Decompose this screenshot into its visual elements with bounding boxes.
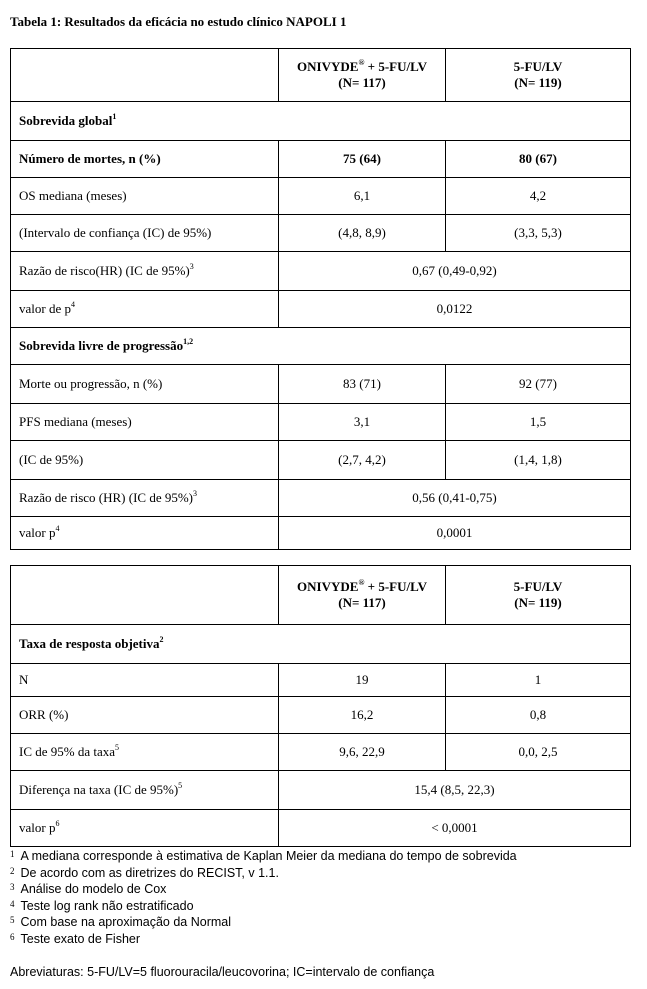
cell-arm1: 6,1 xyxy=(279,178,446,215)
table-row xyxy=(11,480,631,517)
cell-arm1: 16,2 xyxy=(279,697,446,734)
table-row xyxy=(11,810,631,847)
table-row xyxy=(11,365,631,404)
footnotes xyxy=(10,848,517,947)
section-row-os xyxy=(11,102,631,141)
cell-arm1: (2,7, 4,2) xyxy=(279,441,446,480)
header-arm1 xyxy=(279,566,446,625)
row-label: N xyxy=(11,664,279,697)
efficacy-table-response xyxy=(10,565,631,847)
table-row xyxy=(11,697,631,734)
row-label: Razão de risco (HR) (IC de 95%)$^3$ xyxy=(11,480,279,517)
cell-arm1: 83 (71) xyxy=(279,365,446,404)
row-label: valor $p^4$ xyxy=(11,517,279,550)
table-row xyxy=(11,291,631,328)
table-row xyxy=(11,141,631,178)
cell-arm2: 4,2 xyxy=(446,178,631,215)
footnote: $^2$ De acordo com as diretrizes do RECIST, v 1.1. xyxy=(10,865,279,880)
registered-mark: ® xyxy=(358,577,365,587)
arm1-suffix: + 5-FU/LV xyxy=(364,59,427,74)
row-label: IC de 95% da taxa$^5$ xyxy=(11,734,279,771)
cell-merged: 0,0122 xyxy=(279,291,631,328)
cell-arm1: 75 (64) xyxy=(279,141,446,178)
arm2-n: (N= 119) xyxy=(514,75,562,90)
cell-arm2: (3,3, 5,3) xyxy=(446,215,631,252)
table-row xyxy=(11,252,631,291)
arm1-name: ONIVYDE xyxy=(297,579,359,594)
footnote: $^6$ Teste exato de Fisher xyxy=(10,931,141,946)
header-arm2 xyxy=(446,49,631,102)
footnote: $^3$ Análise do modelo de Cox xyxy=(10,882,167,896)
cell-arm2: 1 xyxy=(446,664,631,697)
cell-arm1: 3,1 xyxy=(279,404,446,441)
table-row xyxy=(11,664,631,697)
cell-merged: 0,56 (0,41-0,75) xyxy=(279,480,631,517)
table-row xyxy=(11,441,631,480)
cell-arm1: 9,6, 22,9 xyxy=(279,734,446,771)
table-row xyxy=(11,215,631,252)
row-label: (Intervalo de confiança (IC) de 95%) xyxy=(11,215,279,252)
footnote: $^1$ A mediana corresponde à estimativa de Kaplan Meier da mediana do tempo de sobrevida xyxy=(10,849,517,863)
cell-arm1: 19 xyxy=(279,664,446,697)
section-row-orr xyxy=(11,625,631,664)
efficacy-table-survival xyxy=(10,48,631,550)
row-label: (IC de 95%) xyxy=(11,441,279,480)
row-label: Morte ou progressão, n (%) xyxy=(11,365,279,404)
table-row xyxy=(11,771,631,810)
cell-merged: 0,0001 xyxy=(279,517,631,550)
section-title-pfs: Sobrevida livre de progressão$^{1,2}$ xyxy=(11,328,631,365)
table-row xyxy=(11,734,631,771)
table-caption: Tabela 1: Resultados da eficácia no estudo clínico NAPOLI 1 xyxy=(10,14,347,29)
row-label: Número de mortes, n (%) xyxy=(11,141,279,178)
abbreviations-note: Abreviaturas: 5-FU/LV=5 fluorouracila/leucovorina; IC=intervalo de confiança xyxy=(10,965,435,979)
cell-arm2: 80 (67) xyxy=(446,141,631,178)
arm2-name: 5-FU/LV xyxy=(513,59,563,74)
footnote: $^4$ Teste log rank não estratificado xyxy=(10,898,194,913)
arm2-name: 5-FU/LV xyxy=(513,579,563,594)
row-label: ORR (%) xyxy=(11,697,279,734)
table-header-row xyxy=(11,566,631,625)
row-label: Razão de risco(HR) (IC de 95%)$^3$ xyxy=(11,252,279,291)
row-label: valor $p^6$ xyxy=(11,810,279,847)
section-title-os: Sobrevida global$^1$ xyxy=(11,102,631,141)
section-row-pfs xyxy=(11,328,631,365)
arm2-n: (N= 119) xyxy=(514,595,562,610)
cell-merged: < 0,0001 xyxy=(279,810,631,847)
cell-arm2: 0,8 xyxy=(446,697,631,734)
row-label: PFS mediana (meses) xyxy=(11,404,279,441)
row-label: OS mediana (meses) xyxy=(11,178,279,215)
row-label: valor de $p^4$ xyxy=(11,291,279,328)
table-row xyxy=(11,517,631,550)
table-row xyxy=(11,178,631,215)
registered-mark: ® xyxy=(358,57,365,67)
arm1-n: (N= 117) xyxy=(338,75,386,90)
header-empty-cell xyxy=(11,566,279,625)
arm1-n: (N= 117) xyxy=(338,595,386,610)
cell-arm2: 1,5 xyxy=(446,404,631,441)
arm1-name: ONIVYDE xyxy=(297,59,359,74)
section-title-orr: Taxa de resposta objetiva$^2$ xyxy=(11,625,631,664)
cell-arm1: (4,8, 8,9) xyxy=(279,215,446,252)
cell-arm2: 0,0, 2,5 xyxy=(446,734,631,771)
cell-arm2: (1,4, 1,8) xyxy=(446,441,631,480)
row-label: Diferença na taxa (IC de 95%)$^5$ xyxy=(11,771,279,810)
header-arm2 xyxy=(446,566,631,625)
cell-merged: 0,67 (0,49-0,92) xyxy=(279,252,631,291)
cell-arm2: 92 (77) xyxy=(446,365,631,404)
cell-merged: 15,4 (8,5, 22,3) xyxy=(279,771,631,810)
header-arm1 xyxy=(279,49,446,102)
arm1-suffix: + 5-FU/LV xyxy=(364,579,427,594)
header-empty-cell xyxy=(11,49,279,102)
table-header-row xyxy=(11,49,631,102)
table-row xyxy=(11,404,631,441)
footnote: $^5$ Com base na aproximação da Normal xyxy=(10,915,232,929)
